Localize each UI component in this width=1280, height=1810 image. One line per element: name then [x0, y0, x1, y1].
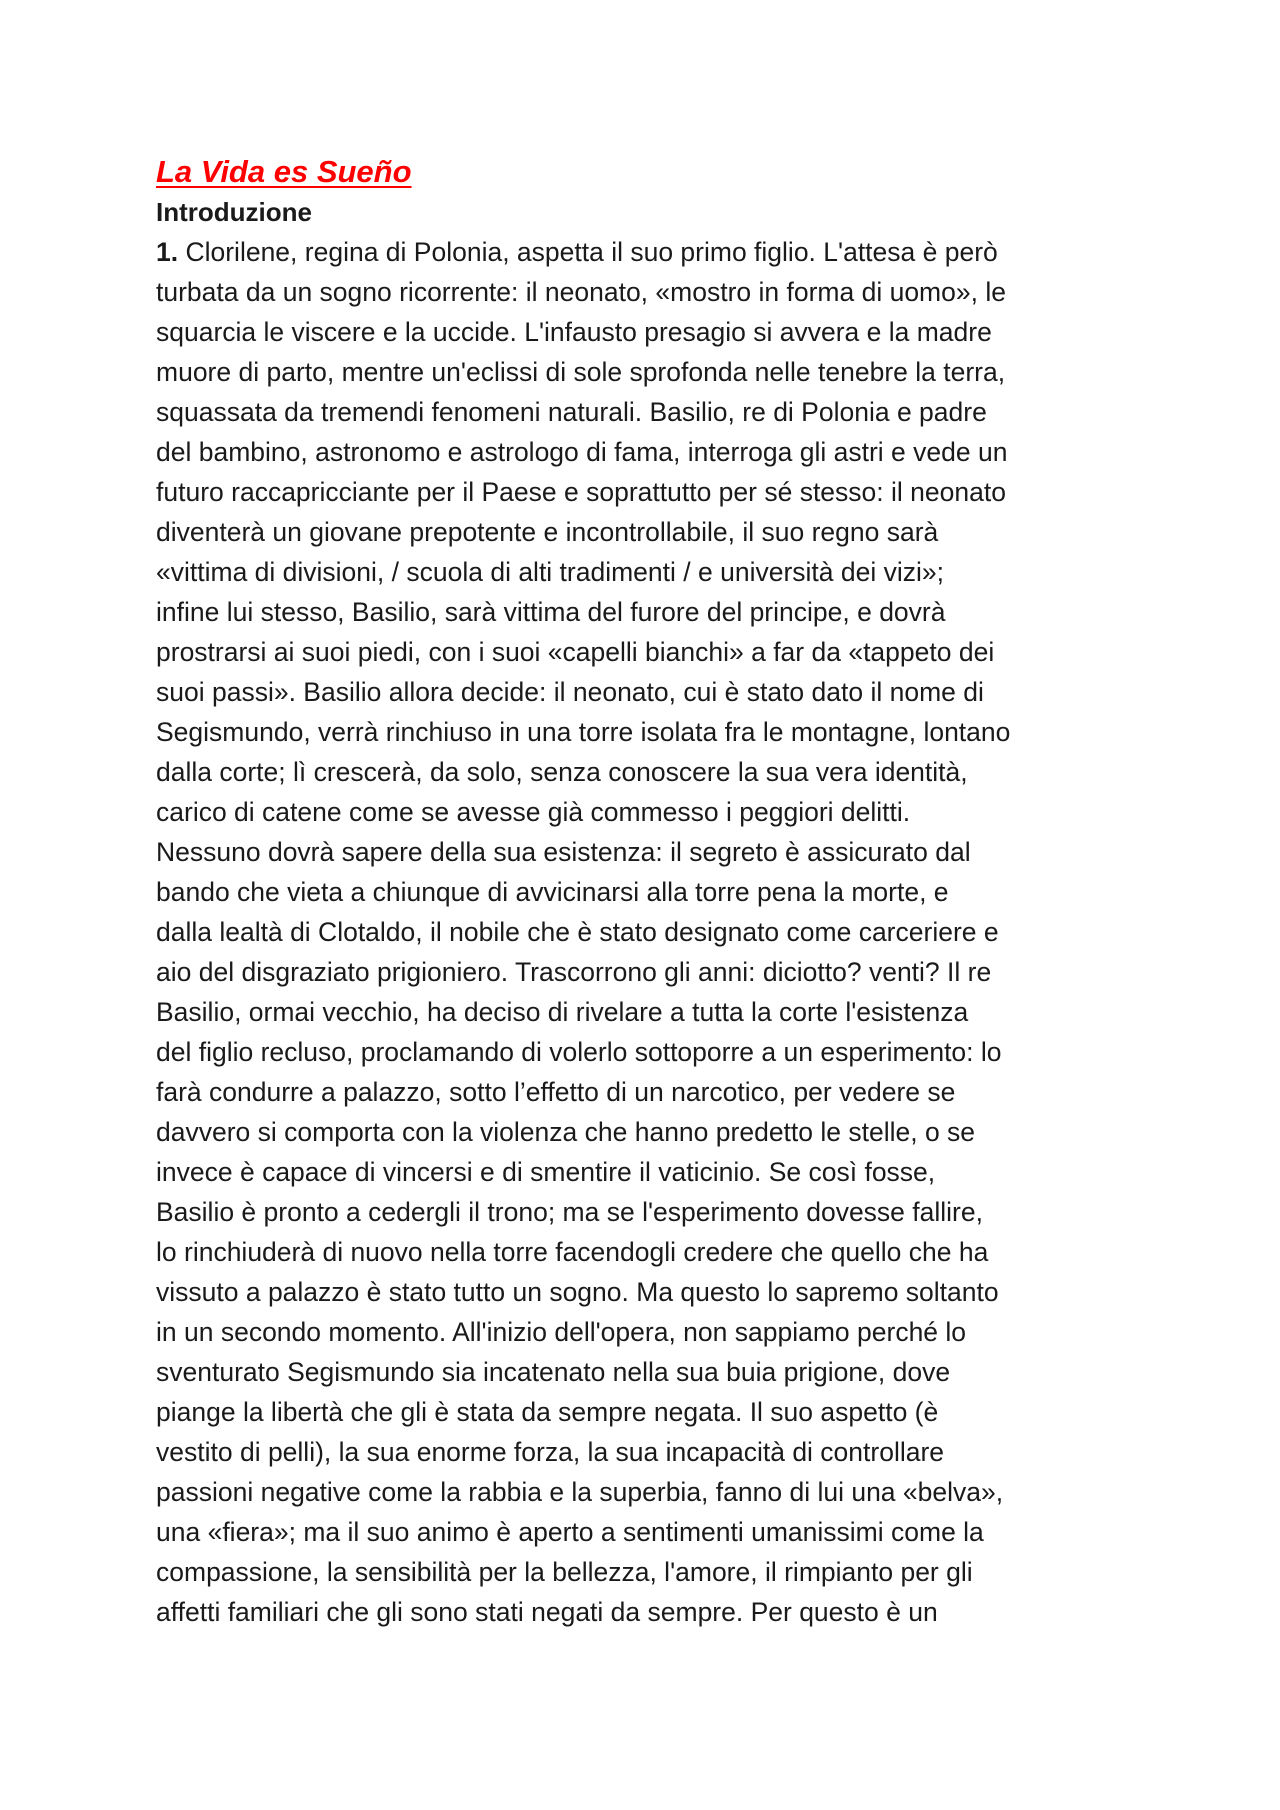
text-line: infine lui stesso, Basilio, sarà vittima del furore del principe, e dovrà — [156, 597, 946, 627]
paragraph-1 — [156, 232, 1146, 1632]
text-line: farà condurre a palazzo, sotto l’effetto di un narcotico, per vedere se — [156, 1077, 956, 1107]
text-line: «vittima di divisioni, / scuola di alti tradimenti / e università dei vizi»; — [156, 557, 944, 587]
text-line: prostrarsi ai suoi piedi, con i suoi «capelli bianchi» a far da «tappeto dei — [156, 637, 995, 667]
text-line: diventerà un giovane prepotente e incontrollabile, il suo regno sarà — [156, 517, 939, 547]
text-line: piange la libertà che gli è stata da sempre negata. Il suo aspetto (è — [156, 1397, 939, 1427]
text-line: squarcia le viscere e la uccide. L'infausto presagio si avvera e la madre — [156, 317, 992, 347]
text-line: del figlio recluso, proclamando di volerlo sottoporre a un esperimento: lo — [156, 1037, 1002, 1067]
text-line: vissuto a palazzo è stato tutto un sogno. Ma questo lo sapremo soltanto — [156, 1277, 999, 1307]
text-line: sventurato Segismundo sia incatenato nella sua buia prigione, dove — [156, 1357, 951, 1387]
text-line: Nessuno dovrà sapere della sua esistenza: il segreto è assicurato dal — [156, 837, 971, 867]
text-line: invece è capace di vincersi e di smentire il vaticinio. Se così fosse, — [156, 1157, 936, 1187]
text-line-content: Clorilene, regina di Polonia, aspetta il suo primo figlio. L'attesa è però — [178, 237, 998, 267]
text-line: muore di parto, mentre un'eclissi di sole sprofonda nelle tenebre la terra, — [156, 357, 1006, 387]
text-line: Basilio, ormai vecchio, ha deciso di rivelare a tutta la corte l'esistenza — [156, 997, 969, 1027]
text-line: una «fiera»; ma il suo animo è aperto a sentimenti umanissimi come la — [156, 1517, 984, 1547]
paragraph-number: 1. — [156, 237, 179, 267]
text-line: squassata da tremendi fenomeni naturali. Basilio, re di Polonia e padre — [156, 397, 987, 427]
text-line: bando che vieta a chiunque di avvicinarsi alla torre pena la morte, e — [156, 877, 949, 907]
text-line: aio del disgraziato prigioniero. Trascorrono gli anni: diciotto? venti? Il re — [156, 957, 992, 987]
section-heading: Introduzione — [156, 197, 312, 227]
text-line: affetti familiari che gli sono stati negati da sempre. Per questo è un — [156, 1597, 938, 1627]
text-line: turbata da un sogno ricorrente: il neonato, «mostro in forma di uomo», le — [156, 277, 1006, 307]
text-line: Segismundo, verrà rinchiuso in una torre isolata fra le montagne, lontano — [156, 717, 1011, 747]
text-line: suoi passi». Basilio allora decide: il neonato, cui è stato dato il nome di — [156, 677, 984, 707]
text-line: del bambino, astronomo e astrologo di fama, interroga gli astri e vede un — [156, 437, 1008, 467]
text-line: vestito di pelli), la sua enorme forza, la sua incapacità di controllare — [156, 1437, 945, 1467]
text-line — [156, 232, 1146, 272]
text-line: Basilio è pronto a cedergli il trono; ma se l'esperimento dovesse fallire, — [156, 1197, 983, 1227]
document-page — [156, 152, 1146, 1632]
text-line: futuro raccapricciante per il Paese e soprattutto per sé stesso: il neonato — [156, 477, 1006, 507]
document-title: La Vida es Sueño — [156, 154, 412, 189]
text-line: davvero si comporta con la violenza che hanno predetto le stelle, o se — [156, 1117, 976, 1147]
text-line: passioni negative come la rabbia e la superbia, fanno di lui una «belva», — [156, 1477, 1004, 1507]
text-line: dalla lealtà di Clotaldo, il nobile che è stato designato come carceriere e — [156, 917, 999, 947]
text-line: lo rinchiuderà di nuovo nella torre facendogli credere che quello che ha — [156, 1237, 989, 1267]
text-line: in un secondo momento. All'inizio dell'opera, non sappiamo perché lo — [156, 1317, 967, 1347]
text-line: compassione, la sensibilità per la bellezza, l'amore, il rimpianto per gli — [156, 1557, 973, 1587]
text-line: dalla corte; lì crescerà, da solo, senza conoscere la sua vera identità, — [156, 757, 968, 787]
text-line: carico di catene come se avesse già commesso i peggiori delitti. — [156, 797, 911, 827]
